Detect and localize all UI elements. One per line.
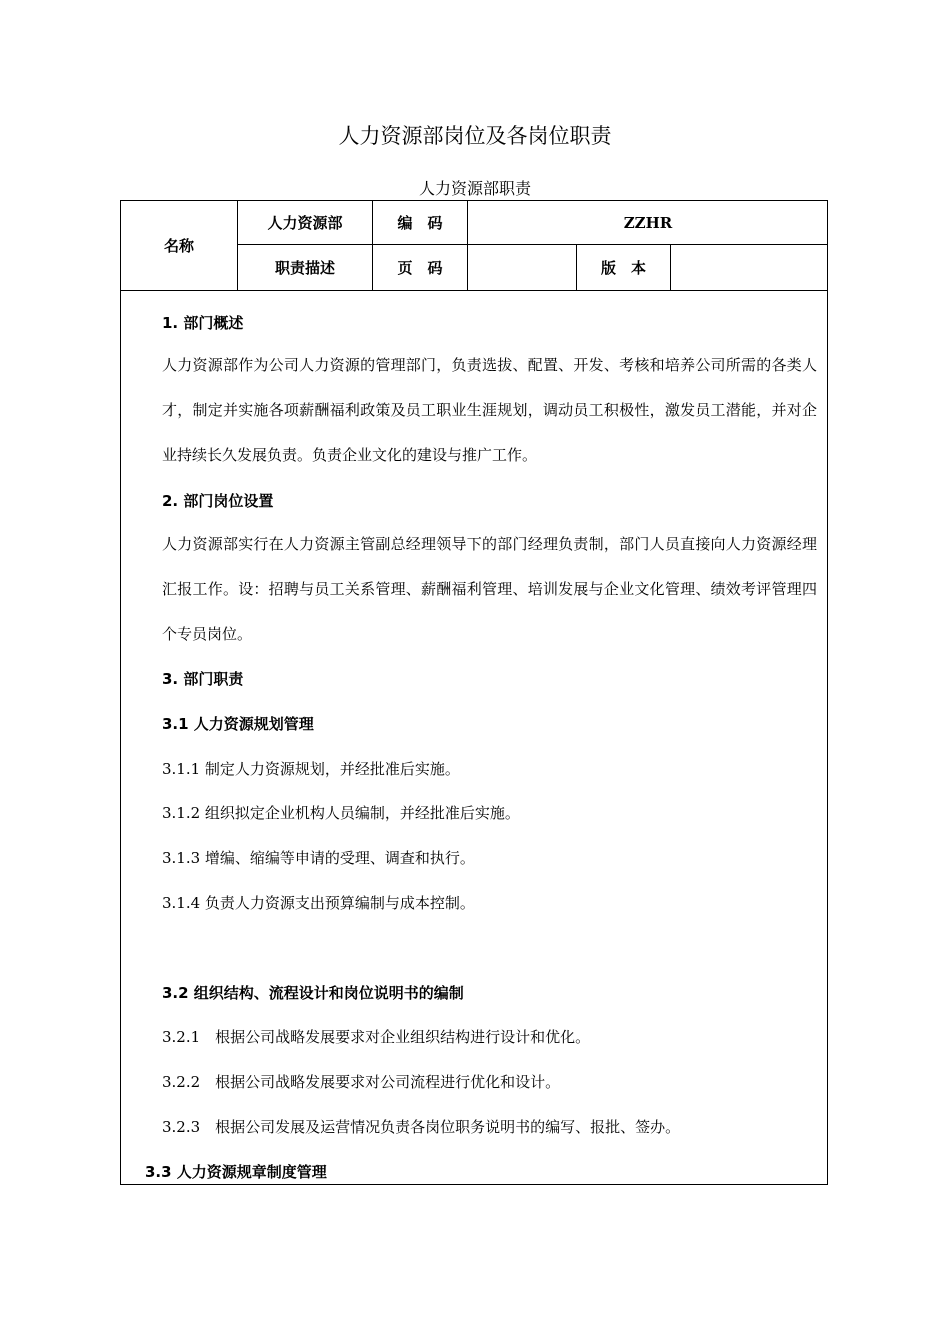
section-3-2-heading: 3.2 组织结构、流程设计和岗位说明书的编制	[162, 984, 464, 1002]
item-3-1-1: 3.1.1 制定人力资源规划，并经批准后实施。	[162, 760, 460, 778]
section-2-paragraph: 人力资源部实行在人力资源主管副总经理领导下的部门经理负责制，部门人员直接向人力资源经理汇报工作。设：招聘与员工关系管理、薪酬福利管理、培训发展与企业文化管理、绩效考评管理四个专员岗位。	[162, 535, 817, 643]
item-3-1-4: 3.1.4 负责人力资源支出预算编制与成本控制。	[162, 894, 475, 912]
section-1-paragraph: 人力资源部作为公司人力资源的管理部门，负责选拔、配置、开发、考核和培养公司所需的各类人才，制定并实施各项薪酬福利政策及员工职业生涯规划，调动员工积极性，激发员工潜能，并对企业持续长久发展负责。负责企业文化的建设与推广工作。	[162, 356, 817, 464]
name-label: 名称	[163, 237, 194, 255]
section-1-heading: 1. 部门概述	[162, 314, 244, 332]
item-3-2-1: 3.2.1 根据公司战略发展要求对企业组织结构进行设计和优化。	[162, 1028, 591, 1046]
section-3-1-heading: 3.1 人力资源规划管理	[162, 715, 314, 733]
item-3-1-3: 3.1.3 增编、缩编等申请的受理、调查和执行。	[162, 849, 475, 867]
section-3-3-heading: 3.3 人力资源规章制度管理	[145, 1163, 327, 1181]
section-subtitle: 人力资源部职责	[418, 179, 531, 198]
item-3-2-3: 3.2.3 根据公司发展及运营情况负责各岗位职务说明书的编写、报批、签办。	[162, 1118, 681, 1136]
section-3-heading: 3. 部门职责	[162, 670, 244, 688]
page-title: 人力资源部岗位及各岗位职责	[338, 124, 612, 148]
code-value: ZZHR	[623, 213, 673, 232]
code-label: 编 码	[397, 214, 443, 232]
dept-desc-cell: 职责描述	[274, 259, 335, 277]
version-label: 版 本	[600, 259, 646, 277]
section-2-heading: 2. 部门岗位设置	[162, 492, 274, 510]
item-3-2-2: 3.2.2 根据公司战略发展要求对公司流程进行优化和设计。	[162, 1073, 561, 1091]
page-value	[468, 245, 576, 290]
header-bottom-border	[120, 290, 828, 291]
version-value	[671, 245, 828, 290]
page-label: 页 码	[397, 259, 443, 277]
dept-name-cell: 人力资源部	[267, 214, 343, 232]
item-3-1-2: 3.1.2 组织拟定企业机构人员编制，并经批准后实施。	[162, 804, 520, 822]
